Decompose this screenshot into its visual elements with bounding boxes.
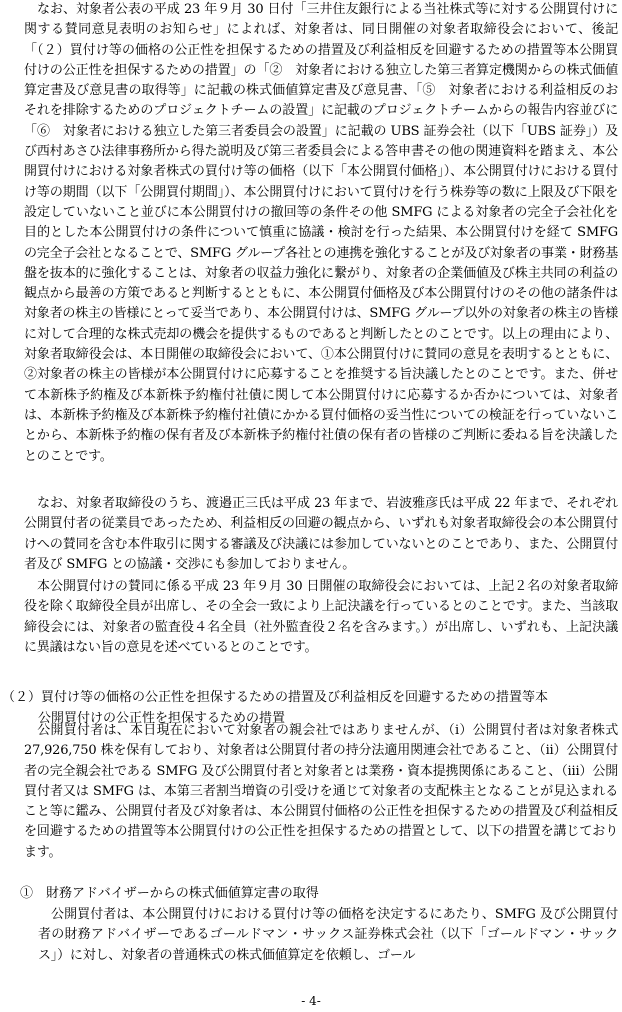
paragraph-board-resolution: なお、対象者公表の平成 23 年９月 30 日付「三井住友銀行による当社株式等に対する公開買付けに関する賛同意見表明のお知らせ」によれば、対象者は、同日開催の対象者取締役会において、後記「（２）買付け等の価格の公正性を担保するための措置及び利益相反を回避するための措置等本公開買付けの公正性を担保するための措置」の「② 対象者における独立した第三者算定機関からの株式価値算定書及び意見書の取得等」に記載の株式価値算定書及び意見書、「⑤ 対象者における利益相反のおそれを排除するためのプロジェクトチームの設置」に記載のプロジェクトチームからの報告内容並びに「⑥ 対象者における独立した第三者委員会の設置」に記載の UBS 証券会社（以下「UBS 証券」）及び西村あさひ法律事務所から得た説明及び第三者委員会による答申書その他の関連資料を踏まえ、本公開買付けにおける対象者株式の買付け等の価格（以下「本公開買付価格」）、本公開買付けにおける買付け等の期間（以下「公開買付期間」）、本公開買付けにおいて買付けを行う株券等の数に上限及び下限を設定していないこと並びに本公開買付けの撤回等の条件その他 SMFG による対象者の完全子会社化を目的とした本公開買付けの条件について慎重に協議・検討を行った結果、本公開買付けを経て SMFG の完全子会社となることで、SMFG グループ各社との連携を強化することが及び対象者の事業・財務基盤を抜本的に強化することは、対象者の収益力強化に繋がり、対象者の企業価値及び株主共同の利益の観点から最善の方策であると判断するとともに、本公開買付価格及び本公開買付けのその他の諸条件は対象者の株主の皆様にとって妥当であり、本公開買付けは、SMFG グループ以外の対象者の株主の皆様に対して合理的な株式売却の機会を提供するものであると判断したとのことです。以上の理由により、対象者取締役会は、本日開催の取締役会において、①本公開買付けに賛同の意見を表明するとともに、②対象者の株主の皆様が本公開買付けに応募することを推奨する旨決議したとのことです。また、併せて本新株予約権及び本新株予約権付社債に関して本公開買付けに応募するか否かについては、対象者は、本新株予約権及び本新株予約権付社債にかかる買付価格の妥当性についての検証を行っていないことから、本新株予約権の保有者及び本新株予約権付社債の保有者の皆様のご判断に委ねる旨を決議したとのことです。	[24, 2, 618, 464]
paragraph-valuation-request: 公開買付者は、本公開買付けにおける買付け等の価格を決定するにあたり、SMFG 及び公開買付者の財務アドバイザーであるゴールドマン・サックス証券株式会社（以下「ゴールドマン・サックス」）に対し、対象者の普通株式の株式価値算定を依頼し、ゴール	[38, 907, 618, 963]
paragraph-director-recusal: なお、対象者取締役のうち、渡邉正三氏は平成 23 年まで、岩波雅彦氏は平成 22 年まで、それぞれ公開買付者の従業員であったため、利益相反の回避の観点から、いずれも対象者取締役会の本公開買付けへの賛同を含む本件取引に関する審議及び決議には参加していないとのことであり、また、公開買付者及び SMFG との協議・交渉にも参加しておりません。	[24, 496, 618, 572]
paragraph-fairness-measures: 公開買付者は、本日現在において対象者の親会社ではありませんが、（i）公開買付者は対象者株式 27,926,750 株を保有しており、対象者は公開買付者の持分法適用関連会社であること、（ii）公開買付者の完全親会社である SMFG 及び公開買付者と対象者とは業務・資本提携関係にあること、（iii）公開買付者又は SMFG は、本第三者割当増資の引受けを通じて対象者の支配株主となることが見込まれること等に鑑み、公開買付者及び対象者は、本公開買付価格の公正性を担保するための措置及び利益相反を回避するための措置等本公開買付けの公正性を担保するための措置として、以下の措置を講じております。	[24, 723, 618, 860]
section-heading-subtitle: 公開買付けの公正性を担保するための措置	[38, 711, 286, 726]
page-number: - 4-	[301, 994, 321, 1008]
paragraph-board-attendance: 本公開買付けの賛同に係る平成 23 年９月 30 日開催の取締役会においては、上記２名の対象者取締役を除く取締役全員が出席し、その全会一致により上記決議を行っているとのことです。また、当該取締役会には、対象者の監査役４名全員（社外監査役２名を含みます。）が出席し、いずれも、上記決議に異議はない旨の意見を述べているとのことです。	[24, 579, 618, 655]
subsection-heading: ① 財務アドバイザーからの株式価値算定書の取得	[20, 886, 319, 901]
section-heading-number: （２）	[2, 690, 42, 705]
section-heading-title: 買付け等の価格の公正性を担保するための措置及び利益相反を回避するための措置等本	[41, 690, 549, 705]
